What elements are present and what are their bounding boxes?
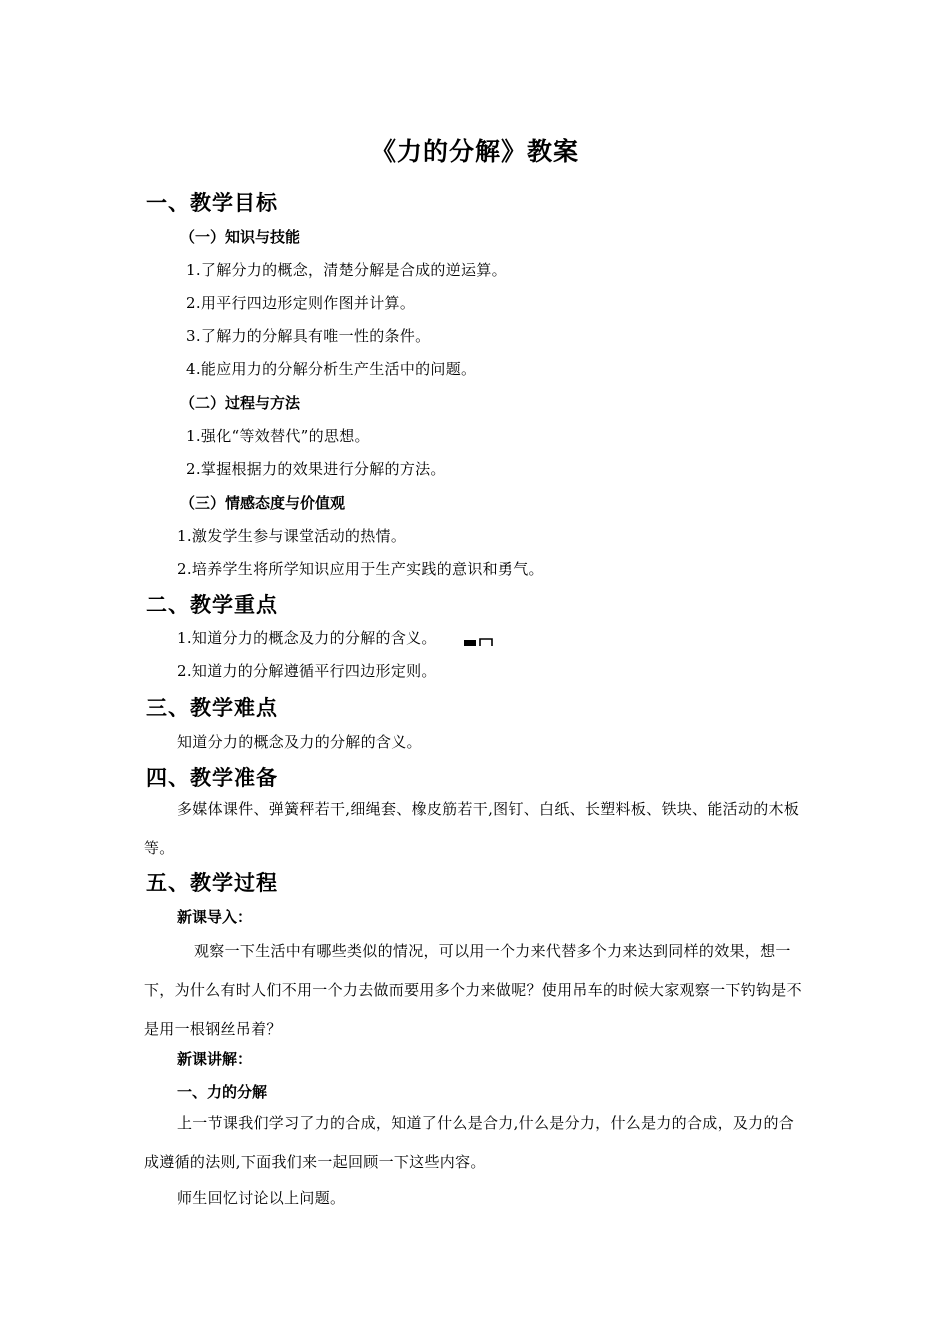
subheading-knowledge-skills: （一）知识与技能	[180, 228, 301, 246]
subheading-process-method: （二）过程与方法	[180, 394, 301, 412]
document-title: 《力的分解》教案	[370, 137, 579, 166]
paragraph: 观察一下生活中有哪些类似的情况，可以用一个力来代替多个力来达到同样的效果，想一下，为什么有时人们不用一个力去做而要用多个力来做呢？使用吊车的时候大家观察一下钓钩是不是用一根钢丝吊着？	[144, 942, 802, 1038]
list-item: 2.用平行四边形定则作图并计算。	[186, 294, 416, 312]
section-heading-preparation: 四、教学准备	[146, 766, 278, 790]
subheading-attitudes-values: （三）情感态度与价值观	[180, 494, 346, 512]
label-lecture: 新课讲解：	[177, 1050, 253, 1068]
section-heading-key-points: 二、教学重点	[146, 593, 278, 617]
paragraph: 知道分力的概念及力的分解的含义。	[177, 733, 422, 751]
list-item: 1.知道分力的概念及力的分解的含义。	[177, 629, 437, 647]
paragraph: 上一节课我们学习了力的合成，知道了什么是合力,什么是分力，什么是力的合成，及力的合成遵循的法则,下面我们来一起回顾一下这些内容。	[144, 1114, 795, 1171]
paragraph: 师生回忆讨论以上问题。	[177, 1189, 346, 1207]
list-item: 4.能应用力的分解分析生产生活中的问题。	[186, 360, 477, 378]
label-intro: 新课导入：	[177, 908, 253, 926]
list-item: 3.了解力的分解具有唯一性的条件。	[186, 327, 431, 345]
paragraph: 多媒体课件、弹簧秤若干,细绳套、橡皮筋若干,图钉、白纸、长塑料板、铁块、能活动的木板等。	[144, 800, 800, 857]
list-item: 1.强化“等效替代”的思想。	[186, 427, 370, 445]
list-item: 2.培养学生将所学知识应用于生产实践的意识和勇气。	[177, 560, 544, 578]
list-item: 2.知道力的分解遵循平行四边形定则。	[177, 662, 437, 680]
section-heading-objectives: 一、教学目标	[146, 191, 278, 215]
section-heading-process: 五、教学过程	[146, 871, 278, 895]
stamp-mark-icon	[464, 637, 494, 646]
list-item: 1.激发学生参与课堂活动的热情。	[177, 527, 407, 545]
list-item: 2.掌握根据力的效果进行分解的方法。	[186, 460, 446, 478]
subheading-force-decomposition: 一、力的分解	[177, 1083, 268, 1101]
list-item: 1.了解分力的概念，清楚分解是合成的逆运算。	[186, 261, 507, 279]
section-heading-difficulties: 三、教学难点	[146, 696, 278, 720]
